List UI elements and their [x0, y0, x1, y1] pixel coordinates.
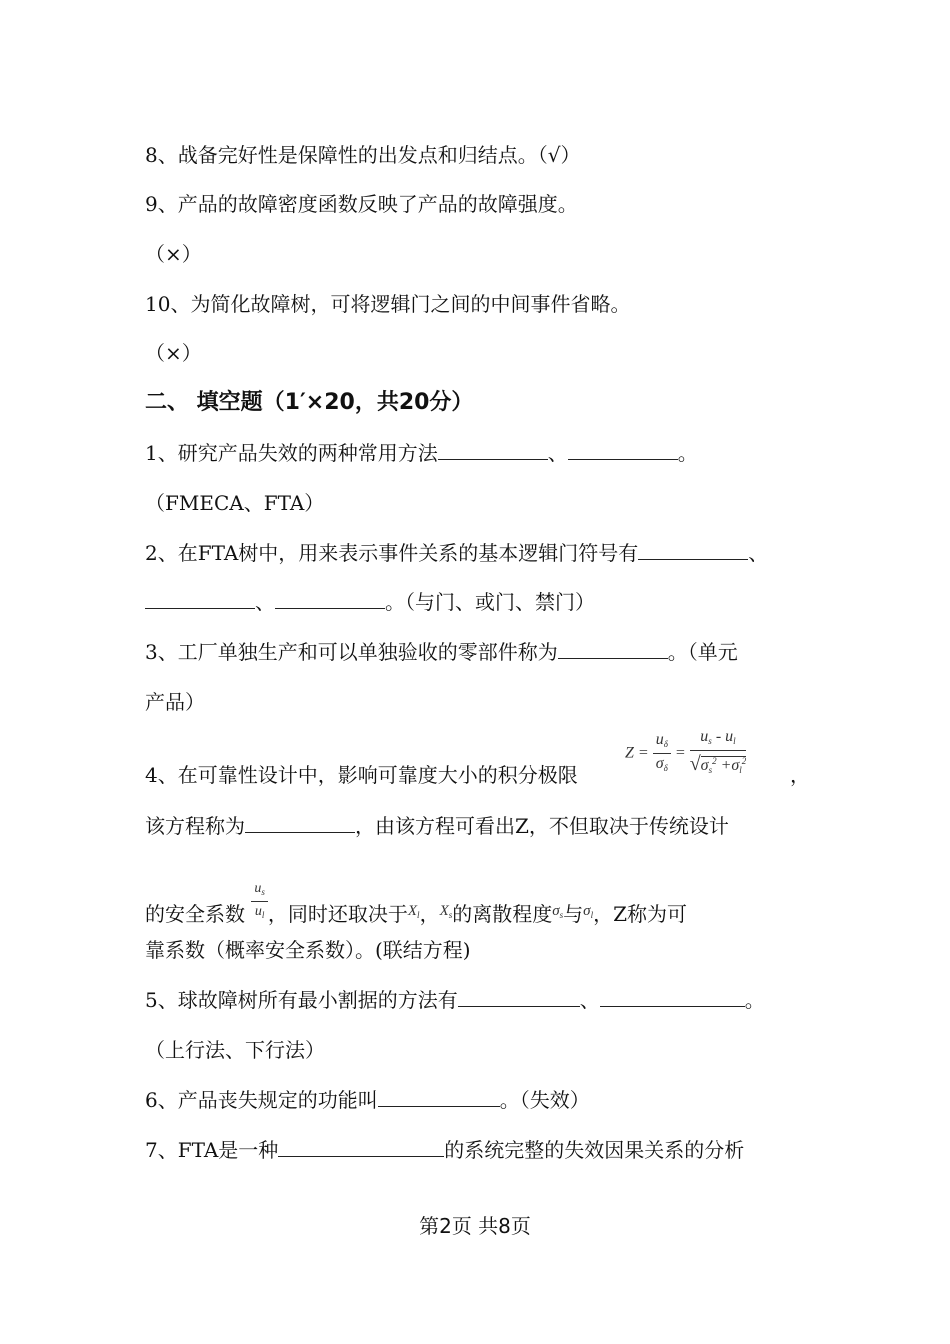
question-9: 9、产品的故障密度函数反映了产品的故障强度。 [145, 192, 578, 216]
fill-7-end: 的系统完整的失效因果关系的分析 [444, 1138, 745, 1162]
eq-sym: s [448, 910, 453, 920]
eq-sym: l [590, 910, 594, 920]
eq-sym: l [261, 910, 265, 920]
answer-blank[interactable] [275, 590, 385, 609]
eq-frac-1 [653, 731, 671, 778]
eq-sym: l [733, 736, 736, 746]
eq-sym: u [700, 728, 709, 745]
answer-blank[interactable] [145, 590, 255, 609]
fill-4-text: 的安全系数 [145, 902, 245, 926]
fill-5-text: 5、球故障树所有最小割据的方法有 [145, 988, 458, 1012]
fill-3-cont: 产品） [145, 690, 205, 714]
eq-sym: + [720, 757, 732, 774]
answer-blank[interactable] [438, 441, 548, 460]
eq-sym: - [715, 728, 722, 745]
eq-sym: σ [731, 757, 740, 774]
fill-5-end: 。 [744, 988, 765, 1012]
eq-sym: X [439, 903, 449, 919]
fill-1-sep: 、 [547, 441, 568, 465]
fill-2 [145, 539, 768, 567]
fill-4-comma: ， [790, 763, 810, 787]
answer-blank[interactable] [638, 541, 748, 560]
answer-blank[interactable] [245, 814, 355, 833]
z-equation [625, 728, 746, 780]
fill-7 [145, 1136, 744, 1164]
fill-1-answer: （FMECA、FTA） [145, 491, 325, 515]
fill-5-sep: 、 [579, 988, 600, 1012]
answer-blank[interactable] [378, 1088, 500, 1107]
fill-1-text: 1、研究产品失效的两种常用方法 [145, 441, 438, 465]
answer-blank[interactable] [458, 988, 580, 1007]
eq-sym: = [674, 744, 686, 762]
eq-sym: σ [700, 757, 709, 774]
answer-blank[interactable] [278, 1138, 444, 1157]
eq-sym: δ [663, 738, 668, 749]
eq-sym: X [407, 903, 418, 919]
fill-4-text: 与 [563, 902, 584, 926]
answer-blank[interactable] [568, 441, 678, 460]
fill-4-text: 4、在可靠性设计中，影响可靠度大小的积分极限 [145, 763, 578, 787]
eq-sym: √ [689, 753, 701, 775]
fill-2-text: 2、在FTA树中，用来表示事件关系的基本逻辑门符号有 [145, 541, 639, 565]
eq-frac-2 [690, 728, 747, 780]
fill-2-sep: 、 [748, 541, 769, 565]
fill-6-text: 6、产品丧失规定的功能叫 [145, 1088, 378, 1112]
section-2-heading: 二、 填空题（1′×20，共20分） [145, 390, 474, 415]
eq-sym: l [417, 910, 420, 920]
eq-sym: σ [583, 903, 591, 919]
eq-sym: l [739, 765, 742, 775]
question-10: 10、为简化故障树，可将逻辑门之间的中间事件省略。 [145, 292, 631, 316]
fill-4-text: ，同时还取决于 [267, 902, 408, 926]
fill-2-end: 。（与门、或门、禁门） [385, 590, 595, 614]
sigma-s-symbol [552, 903, 563, 919]
eq-sym: s [708, 765, 713, 775]
fill-4-text: ，Z称为可 [593, 902, 687, 926]
sigma-l-symbol [583, 903, 593, 919]
fill-4-text: ， [419, 902, 440, 926]
eq-sym: u [254, 904, 262, 919]
question-8: 8、战备完好性是保障性的出发点和归结点。（√） [145, 143, 581, 167]
fill-7-text: 7、FTA是一种 [145, 1138, 279, 1162]
eq-sym: u [725, 728, 734, 745]
fill-4-line-4: 靠系数（概率安全系数）。(联结方程) [145, 938, 471, 962]
fill-4-text: 的离散程度 [452, 902, 553, 926]
eq-sym: δ [663, 762, 668, 773]
eq-sym: u [655, 730, 664, 748]
question-9-answer: （×） [145, 242, 202, 266]
eq-sym: s [261, 887, 265, 897]
eq-sym: s [708, 736, 712, 746]
eq-sym: u [254, 881, 262, 896]
eq-sym: σ [655, 754, 664, 772]
fill-1-end: 。 [677, 441, 698, 465]
fill-2-cont [145, 588, 595, 616]
fill-2-sep: 、 [255, 590, 275, 614]
fill-5 [145, 986, 765, 1014]
eq-sym: σ [552, 903, 560, 919]
fill-4-line-1 [145, 761, 578, 789]
eq-z: Z = [625, 744, 649, 762]
x-s-symbol [440, 903, 453, 919]
answer-blank[interactable] [558, 640, 668, 659]
fill-6-end: 。（失效） [499, 1088, 590, 1112]
fill-3 [145, 638, 738, 666]
page-footer: 第2页 共8页 [419, 1214, 531, 1238]
fill-1 [145, 439, 698, 467]
eq-sym: s [559, 910, 564, 920]
question-10-answer: （×） [145, 341, 202, 365]
fill-4-text: ，由该方程可看出Z，不但取决于传统设计 [355, 814, 729, 838]
fill-4-text: 该方程称为 [145, 814, 245, 838]
x-l-symbol [408, 903, 420, 919]
fill-3-end: 。（单元 [667, 640, 738, 664]
eq-sym: 2 [741, 756, 747, 766]
fill-4-line-2 [145, 812, 729, 840]
fill-3-text: 3、工厂单独生产和可以单独验收的零部件称为 [145, 640, 558, 664]
answer-blank[interactable] [600, 988, 745, 1007]
fill-6 [145, 1086, 590, 1114]
eq-sym: 2 [712, 756, 717, 766]
safety-factor-fraction [251, 880, 268, 925]
fill-5-answer: （上行法、下行法） [145, 1038, 325, 1062]
fill-4-line-3 [145, 880, 687, 929]
